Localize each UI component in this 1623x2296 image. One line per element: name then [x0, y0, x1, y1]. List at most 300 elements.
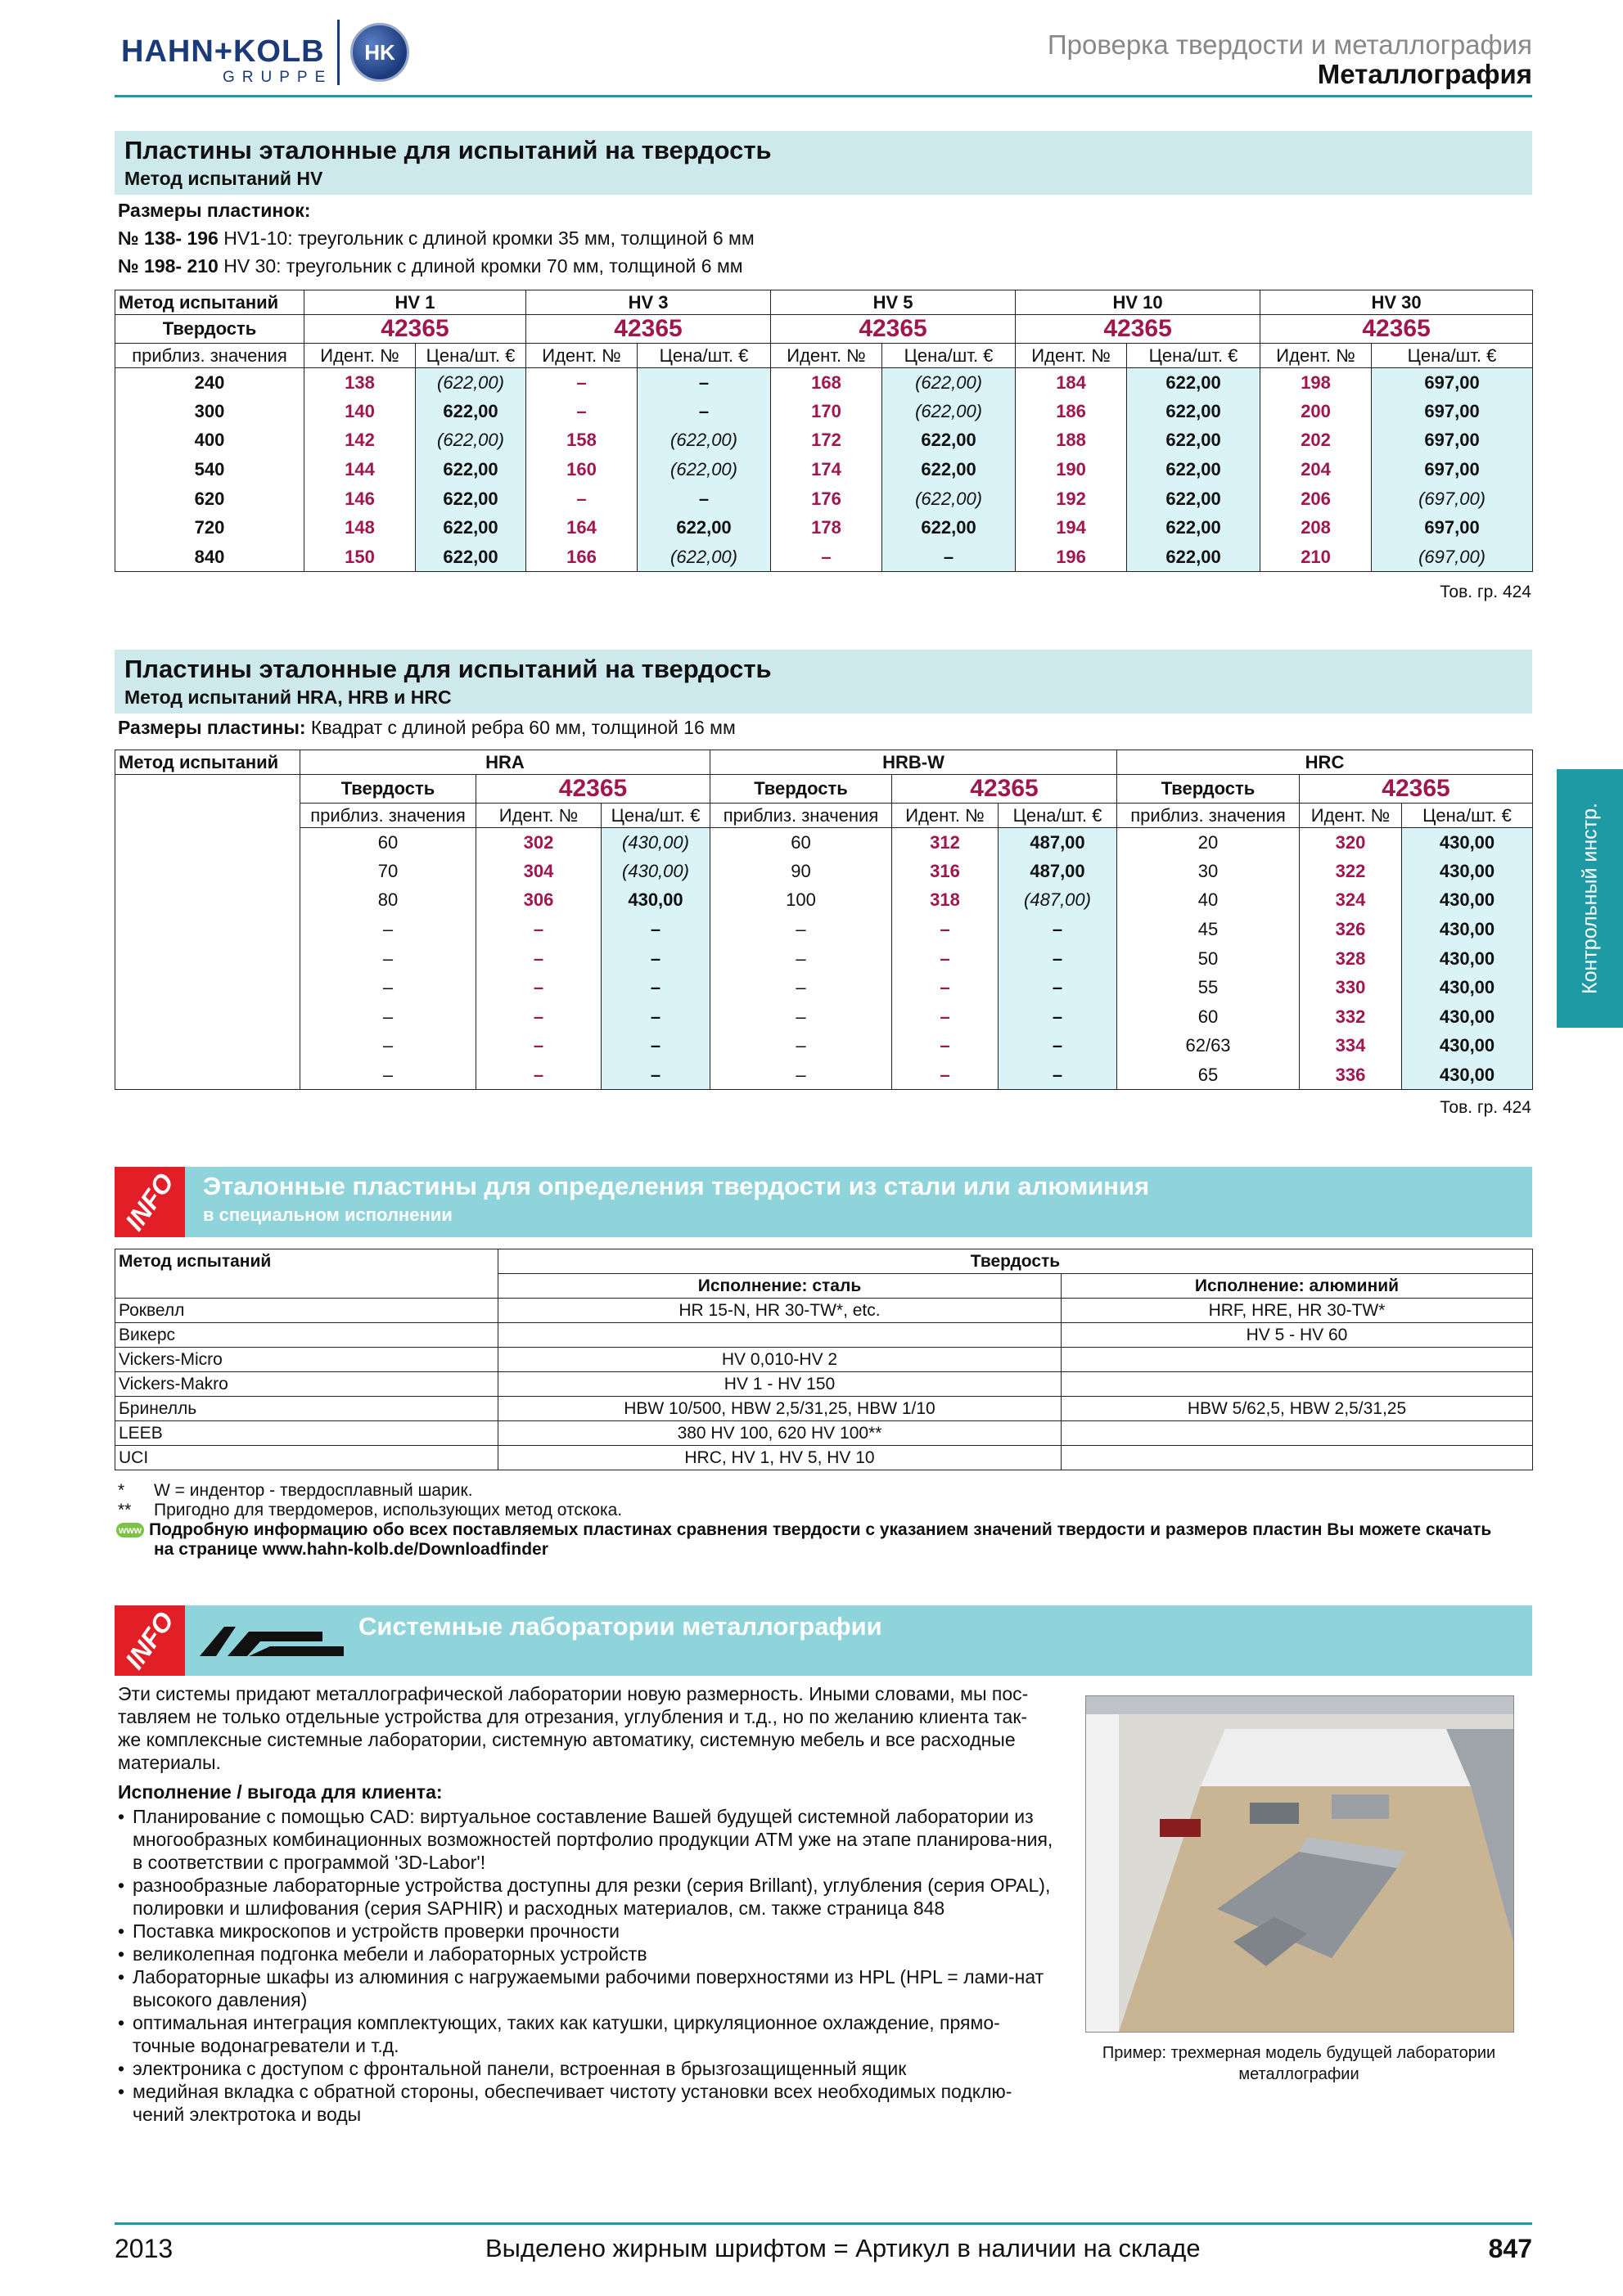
method-label: Метод испытаний: [115, 1249, 498, 1274]
price: 430,00: [1402, 944, 1533, 974]
article-number: 42365: [476, 775, 710, 804]
table-row: [115, 915, 1533, 944]
ident-number: –: [476, 944, 602, 974]
section1-sizes-label: Размеры пластинок:: [118, 200, 311, 221]
section2-title: Пластины эталонные для испытаний на твердость: [124, 655, 772, 683]
article-number: 42365: [1300, 775, 1533, 804]
price: 622,00: [882, 513, 1016, 542]
price: 622,00: [882, 455, 1016, 484]
price: (622,00): [882, 484, 1016, 514]
size-ids: № 138- 196: [118, 227, 219, 249]
article-number: 42365: [892, 775, 1117, 804]
steel-value: 380 HV 100, 620 HV 100**: [498, 1421, 1062, 1446]
ident-number: –: [892, 1060, 999, 1090]
ident-number: –: [892, 973, 999, 1002]
info-icon: [115, 1605, 185, 1676]
hardness-value: –: [710, 1002, 892, 1032]
ident-number: 194: [1016, 513, 1127, 542]
ident-number: 148: [304, 513, 416, 542]
benefit-label: Исполнение / выгода для клиента:: [118, 1781, 443, 1803]
hardness-value: 400: [115, 426, 304, 456]
list-item: • медийная вкладка с обратной стороны, обеспечивает чистоту установки всех необходимых подклю-чений электротока и воды: [118, 2080, 1059, 2126]
aluminium-value: [1062, 1348, 1533, 1372]
table-row: [115, 513, 1533, 542]
table-row: [115, 1397, 1533, 1421]
ident-number: 196: [1016, 542, 1127, 572]
hardness-value: 60: [710, 828, 892, 858]
hardness-value: 100: [710, 886, 892, 916]
hardness-label: Твердость: [1117, 775, 1300, 804]
header-subcategory: Металлография: [1317, 59, 1532, 89]
table-row: [115, 455, 1533, 484]
info1-subtitle: в специальном исполнении: [203, 1204, 453, 1225]
ident-number: 170: [771, 397, 882, 426]
ident-number: 200: [1260, 397, 1372, 426]
ident-number: 312: [892, 828, 999, 858]
price-label: Цена/шт. €: [1127, 344, 1260, 368]
method-name: Vickers-Micro: [115, 1348, 498, 1372]
list-item: • разнообразные лабораторные устройства доступны для резки (серия Brillant), углубления (серия OPAL), полировки и шлифования (серия SAPHIR) и расходных материалов, см. также страница 848: [118, 1874, 1059, 1920]
ident-number: 188: [1016, 426, 1127, 456]
section1-title: Пластины эталонные для испытаний на твердость: [124, 136, 772, 164]
method-name: UCI: [115, 1446, 498, 1470]
method-header: HV 30: [1260, 290, 1533, 315]
ident-number: 144: [304, 455, 416, 484]
price: 622,00: [1127, 368, 1260, 398]
ident-number: 332: [1300, 1002, 1402, 1032]
image-caption: Пример: трехмерная модель будущей лаборатории металлографии: [1102, 2044, 1496, 2083]
info2-intro: [118, 1682, 1028, 1774]
ident-number: 174: [771, 455, 882, 484]
ident-number: 324: [1300, 886, 1402, 916]
method-name: Vickers-Makro: [115, 1372, 498, 1397]
blank-cell: [115, 804, 300, 828]
price: –: [638, 368, 771, 398]
intro-line: Эти системы придают металлографической лаборатории новую размерность. Иными словами, мы пос-: [118, 1683, 1029, 1704]
price: (697,00): [1372, 484, 1533, 514]
info1-heading: [115, 1167, 1532, 1237]
hardness-value: 80: [300, 886, 476, 916]
ident-number: –: [771, 542, 882, 572]
ident-number: 192: [1016, 484, 1127, 514]
hardness-value: –: [710, 944, 892, 974]
ident-number: 316: [892, 857, 999, 886]
ident-number: 210: [1260, 542, 1372, 572]
price: 430,00: [1402, 828, 1533, 858]
info2-title: Системные лаборатории металлографии: [358, 1612, 882, 1641]
article-number: 42365: [1260, 315, 1533, 344]
blank-cell: [115, 857, 300, 886]
steel-value: HRC, HV 1, HV 5, HV 10: [498, 1446, 1062, 1470]
hardness-value: 840: [115, 542, 304, 572]
aluminium-value: [1062, 1421, 1533, 1446]
steel-value: HBW 10/500, HBW 2,5/31,25, HBW 1/10: [498, 1397, 1062, 1421]
hardness-value: –: [300, 1002, 476, 1032]
table-row: [115, 886, 1533, 916]
price: 430,00: [1402, 1032, 1533, 1061]
hardness-value: 620: [115, 484, 304, 514]
method-header: HV 1: [304, 290, 526, 315]
ident-number: 146: [304, 484, 416, 514]
price: –: [999, 915, 1117, 944]
price: 430,00: [1402, 886, 1533, 916]
section1-size-line2: [118, 255, 743, 277]
table-row: [115, 397, 1533, 426]
price: (487,00): [999, 886, 1117, 916]
ident-number: –: [526, 484, 638, 514]
ident-number: 318: [892, 886, 999, 916]
price: 622,00: [882, 426, 1016, 456]
price: 622,00: [1127, 542, 1260, 572]
comparison-table: [115, 1249, 1533, 1470]
table-row: [115, 1323, 1533, 1348]
info-icon: [115, 1167, 185, 1237]
method-name: Бринелль: [115, 1397, 498, 1421]
price: 430,00: [1402, 1002, 1533, 1032]
section1-product-group: Тов. гр. 424: [1440, 583, 1531, 601]
hardness-value: 90: [710, 857, 892, 886]
page-number: 847: [1488, 2234, 1532, 2263]
list-item: • Планирование с помощью CAD: виртуальное составление Вашей будущей системной лаборатории из многообразных комбинационных возможностей портфолио продукции ATM уже на этапе планирова-ния, в соответствии с программой '3D-Labor'!: [118, 1805, 1059, 1874]
ident-label: Идент. №: [476, 804, 602, 828]
hardness-value: –: [710, 1032, 892, 1061]
section2-subtitle: Метод испытаний HRA, HRB и HRC: [124, 687, 452, 708]
ident-number: 322: [1300, 857, 1402, 886]
ident-number: 166: [526, 542, 638, 572]
price: 622,00: [1127, 426, 1260, 456]
info2-heading: [115, 1605, 1532, 1676]
aluminium-value: HRF, HRE, HR 30-TW*: [1062, 1299, 1533, 1323]
ident-number: 328: [1300, 944, 1402, 974]
ident-number: 142: [304, 426, 416, 456]
method-label: Метод испытаний: [115, 750, 300, 775]
table-row: [115, 542, 1533, 572]
table-row: [115, 426, 1533, 456]
method-name: LEEB: [115, 1421, 498, 1446]
table-row: [115, 828, 1533, 858]
hardness-value: –: [710, 915, 892, 944]
blank-cell: [115, 1002, 300, 1032]
blank-cell: [115, 775, 300, 804]
intro-line: же комплексные системные лаборатории, системную автоматику, системную мебель и все расходные: [118, 1729, 1016, 1750]
price: 697,00: [1372, 397, 1533, 426]
hardness-value: 40: [1117, 886, 1300, 916]
ident-label: Идент. №: [1300, 804, 1402, 828]
list-item: • Лабораторные шкафы из алюминия с нагружаемыми рабочими поверхностями из HPL (HPL = лами-нат высокого давления): [118, 1965, 1059, 2011]
table-row: [115, 1348, 1533, 1372]
ident-number: 204: [1260, 455, 1372, 484]
size-desc: HV1-10: треугольник с длиной кромки 35 мм, толщиной 6 мм: [218, 227, 755, 249]
ident-number: 330: [1300, 973, 1402, 1002]
hardness-value: 60: [300, 828, 476, 858]
benefit-list: [118, 1805, 1059, 2126]
size-ids: № 198- 210: [118, 255, 219, 277]
ident-label: Идент. №: [892, 804, 999, 828]
hardness-label: Твердость: [710, 775, 892, 804]
price: 697,00: [1372, 426, 1533, 456]
price: –: [602, 1060, 710, 1090]
hardness-value: 55: [1117, 973, 1300, 1002]
footnote-1: [118, 1481, 473, 1501]
hardness-value: –: [710, 1060, 892, 1090]
ident-number: –: [892, 1032, 999, 1061]
ident-number: 320: [1300, 828, 1402, 858]
ident-number: 202: [1260, 426, 1372, 456]
hardness-label: Твердость: [115, 315, 304, 344]
blank-cell: [115, 973, 300, 1002]
blank-cell: [115, 1274, 498, 1299]
price-label: Цена/шт. €: [638, 344, 771, 368]
ident-number: –: [476, 1032, 602, 1061]
ident-number: 160: [526, 455, 638, 484]
method-header: HV 10: [1016, 290, 1260, 315]
price: (622,00): [882, 368, 1016, 398]
footer-year: 2013: [115, 2234, 174, 2263]
price: 697,00: [1372, 455, 1533, 484]
ident-number: 326: [1300, 915, 1402, 944]
price-label: Цена/шт. €: [602, 804, 710, 828]
ident-number: –: [476, 1060, 602, 1090]
table-row: [115, 1299, 1533, 1323]
price: 622,00: [638, 513, 771, 542]
ident-label: Идент. №: [526, 344, 638, 368]
ident-number: –: [476, 973, 602, 1002]
approx-label: приблиз. значения: [115, 344, 304, 368]
table-row: [115, 1446, 1533, 1470]
footnote-2: [118, 1501, 622, 1520]
footnote-mark: **: [118, 1501, 132, 1519]
ident-number: 190: [1016, 455, 1127, 484]
price-label: Цена/шт. €: [882, 344, 1016, 368]
ident-number: 186: [1016, 397, 1127, 426]
section2-product-group: Тов. гр. 424: [1440, 1098, 1531, 1117]
aluminium-value: HBW 5/62,5, HBW 2,5/31,25: [1062, 1397, 1533, 1421]
footnote-text: W = индентор - твердосплавный шарик.: [154, 1481, 473, 1500]
ident-number: –: [526, 368, 638, 398]
article-number: 42365: [771, 315, 1016, 344]
article-number: 42365: [304, 315, 526, 344]
ident-label: Идент. №: [1016, 344, 1127, 368]
price: –: [999, 973, 1117, 1002]
table-row: [115, 1002, 1533, 1032]
price: –: [638, 397, 771, 426]
ident-number: 172: [771, 426, 882, 456]
hardness-value: 60: [1117, 1002, 1300, 1032]
side-tab-control-tools[interactable]: [1557, 769, 1623, 1028]
logo: HAHN+KOLB: [121, 34, 325, 69]
hardness-value: 30: [1117, 857, 1300, 886]
article-number: 42365: [1016, 315, 1260, 344]
hardness-value: –: [300, 973, 476, 1002]
ident-number: 336: [1300, 1060, 1402, 1090]
ident-number: 164: [526, 513, 638, 542]
hardness-value: 540: [115, 455, 304, 484]
price: (622,00): [638, 455, 771, 484]
price-label: Цена/шт. €: [1372, 344, 1533, 368]
price: 622,00: [416, 484, 526, 514]
section1-subtitle: Метод испытаний HV: [124, 168, 323, 189]
sizes-label: Размеры пластины:: [118, 717, 306, 738]
info-badge-text: INFO: [119, 1168, 180, 1236]
price: (622,00): [882, 397, 1016, 426]
aluminium-value: [1062, 1372, 1533, 1397]
ident-number: –: [476, 915, 602, 944]
ident-number: –: [892, 944, 999, 974]
price: –: [602, 1002, 710, 1032]
ident-number: 178: [771, 513, 882, 542]
ident-number: 150: [304, 542, 416, 572]
price: 430,00: [1402, 1060, 1533, 1090]
ident-number: 184: [1016, 368, 1127, 398]
atm-logo-icon: [200, 1623, 344, 1659]
hardness-value: –: [300, 1032, 476, 1061]
price: 622,00: [416, 542, 526, 572]
price: –: [602, 973, 710, 1002]
section1-heading: [115, 131, 1532, 195]
method-name: Викерс: [115, 1323, 498, 1348]
table-row: [115, 944, 1533, 974]
steel-value: HV 1 - HV 150: [498, 1372, 1062, 1397]
table-row: [115, 1060, 1533, 1090]
hardness-value: 45: [1117, 915, 1300, 944]
table-row: [115, 1032, 1533, 1061]
price: 622,00: [416, 455, 526, 484]
size-desc: HV 30: треугольник с длиной кромки 70 мм, толщиной 6 мм: [218, 255, 743, 277]
ident-number: –: [892, 915, 999, 944]
price: (622,00): [416, 426, 526, 456]
price-label: Цена/шт. €: [1402, 804, 1533, 828]
steel-value: [498, 1323, 1062, 1348]
ident-number: –: [526, 397, 638, 426]
intro-line: тавляем не только отдельные устройства для отрезания, углубления и т.д., но по желанию клиента так-: [118, 1706, 1028, 1727]
intro-line: материалы.: [118, 1752, 221, 1773]
footer-rule: [115, 2222, 1532, 2225]
price: –: [999, 1002, 1117, 1032]
price: –: [999, 1032, 1117, 1061]
ident-number: 206: [1260, 484, 1372, 514]
hardness-value: 50: [1117, 944, 1300, 974]
hardness-value: 65: [1117, 1060, 1300, 1090]
hr-table: [115, 750, 1533, 1090]
price: (622,00): [416, 368, 526, 398]
price: (430,00): [602, 857, 710, 886]
price: –: [638, 484, 771, 514]
price: 430,00: [1402, 857, 1533, 886]
price: (622,00): [638, 542, 771, 572]
price: –: [602, 944, 710, 974]
method-label: Метод испытаний: [115, 290, 304, 315]
blank-cell: [115, 915, 300, 944]
blank-cell: [115, 1060, 300, 1090]
header-category: Проверка твердости и металлография: [1047, 29, 1532, 60]
download-note: [116, 1520, 1491, 1540]
price: 622,00: [1127, 455, 1260, 484]
price: –: [602, 1032, 710, 1061]
hardness-value: 70: [300, 857, 476, 886]
download-link[interactable]: на странице www.hahn-kolb.de/Downloadfinder: [154, 1540, 548, 1559]
hardness-value: –: [300, 915, 476, 944]
table-row: [115, 857, 1533, 886]
hardness-value: –: [710, 973, 892, 1002]
steel-label: Исполнение: сталь: [498, 1274, 1062, 1299]
price: –: [602, 915, 710, 944]
price-label: Цена/шт. €: [416, 344, 526, 368]
ident-number: 306: [476, 886, 602, 916]
aluminium-value: HV 5 - HV 60: [1062, 1323, 1533, 1348]
download-note-text: Подробную информацию обо всех поставляемых пластинах сравнения твердости с указанием значений твердости и размеров пластин Вы можете скачать: [149, 1520, 1492, 1539]
ident-number: 302: [476, 828, 602, 858]
hardness-value: 300: [115, 397, 304, 426]
ident-number: –: [476, 1002, 602, 1032]
table-row: [115, 1421, 1533, 1446]
price: –: [999, 1060, 1117, 1090]
method-header: HV 3: [526, 290, 771, 315]
approx-label: приблиз. значения: [710, 804, 892, 828]
ident-number: 138: [304, 368, 416, 398]
ident-number: 208: [1260, 513, 1372, 542]
section2-sizes: [118, 717, 736, 739]
ident-label: Идент. №: [304, 344, 416, 368]
steel-value: HV 0,010-HV 2: [498, 1348, 1062, 1372]
price: (430,00): [602, 828, 710, 858]
method-name: Роквелл: [115, 1299, 498, 1323]
table-row: [115, 484, 1533, 514]
hardness-value: –: [300, 1060, 476, 1090]
footer-note: Выделено жирным шрифтом = Артикул в наличии на складе: [485, 2234, 1201, 2262]
price: 697,00: [1372, 368, 1533, 398]
info1-title: Эталонные пластины для определения твердости из стали или алюминия: [203, 1172, 1150, 1200]
method-header: HV 5: [771, 290, 1016, 315]
hardness-value: 62/63: [1117, 1032, 1300, 1061]
hardness-value: 20: [1117, 828, 1300, 858]
ident-label: Идент. №: [771, 344, 882, 368]
method-header: HRB-W: [710, 750, 1117, 775]
price: 487,00: [999, 828, 1117, 858]
hardness-label: Твердость: [498, 1249, 1533, 1274]
approx-label: приблиз. значения: [1117, 804, 1300, 828]
price: 697,00: [1372, 513, 1533, 542]
approx-label: приблиз. значения: [300, 804, 476, 828]
logo-badge: HK: [350, 23, 409, 82]
method-header: HRC: [1117, 750, 1533, 775]
ident-number: 168: [771, 368, 882, 398]
price: (697,00): [1372, 542, 1533, 572]
blank-cell: [115, 828, 300, 858]
table-row: [115, 973, 1533, 1002]
www-icon: www: [116, 1523, 144, 1537]
price: 622,00: [416, 513, 526, 542]
info-badge-text: INFO: [119, 1606, 180, 1675]
aluminium-label: Исполнение: алюминий: [1062, 1274, 1533, 1299]
ident-number: 304: [476, 857, 602, 886]
ident-number: 334: [1300, 1032, 1402, 1061]
blank-cell: [115, 886, 300, 916]
section2-heading: [115, 650, 1532, 714]
list-item: • Поставка микроскопов и устройств проверки прочности: [118, 1920, 1059, 1943]
ident-number: 158: [526, 426, 638, 456]
list-item: • оптимальная интеграция комплектующих, таких как катушки, циркуляционное охлаждение, прямо-точные водонагреватели и т.д.: [118, 2011, 1059, 2057]
price: –: [999, 944, 1117, 974]
blank-cell: [115, 1032, 300, 1061]
footnote-text: Пригодно для твердомеров, использующих метод отскока.: [154, 1501, 623, 1519]
price: 622,00: [416, 397, 526, 426]
footnote-mark: *: [118, 1481, 125, 1500]
section1-size-line1: [118, 227, 755, 250]
price: 622,00: [1127, 513, 1260, 542]
price: 622,00: [1127, 484, 1260, 514]
price: 430,00: [1402, 973, 1533, 1002]
list-item: • великолепная подгонка мебели и лабораторных устройств: [118, 1943, 1059, 1965]
